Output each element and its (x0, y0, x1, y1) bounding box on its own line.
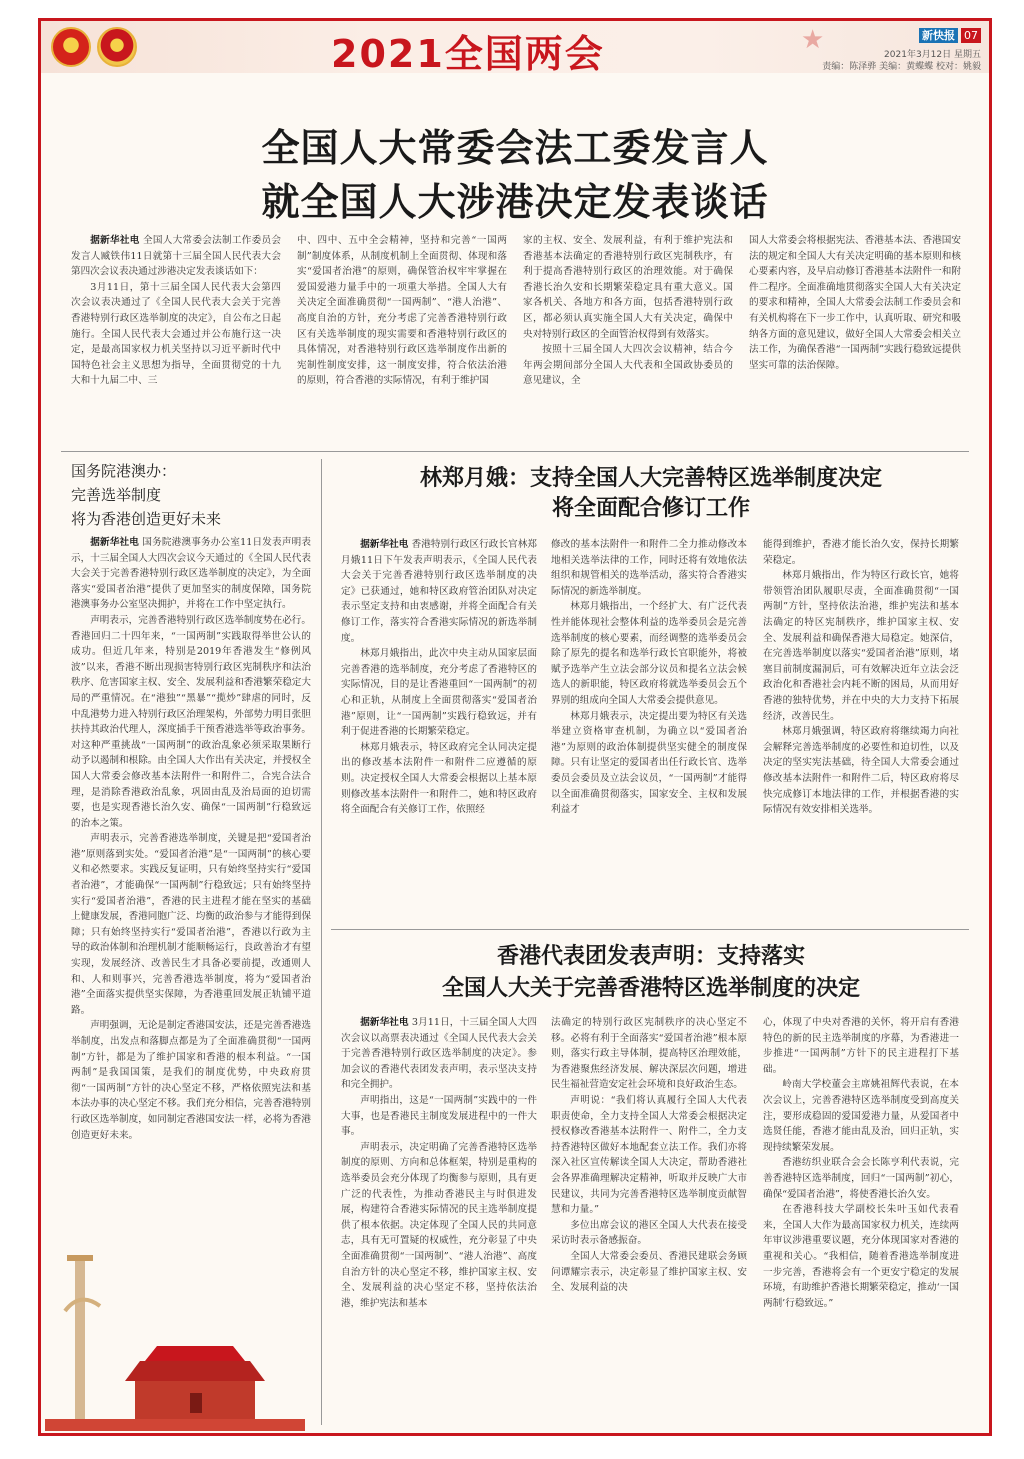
editor-credits: 责编：陈泽骅 美编：黄蝶蝶 校对：姚毅 (822, 62, 981, 72)
article3-column-3: 能得到维护，香港才能长治久安，保持长期繁荣稳定。 林郑月娥指出，作为特区行政长官，她将带领管治团队履职尽责，全面准确贯彻“一国两制”方针，坚持依法治港，维护宪法和基本法确定的特区宪制秩序，维护国家主权、安全、发展利益和确保香港大局稳定。她深信，在完善选举制度以落实“爱国者治港”原则，堵塞目前制度漏洞后，可有效解决近年立法会泛政治化和香港社会内耗不断的困局，从而用好香港的独特优势，并在中央的大力支持下拓展经济，改善民生。 林郑月娥强调，特区政府将继续竭力向社会解释完善选举制度的必要性和迫切性，以及决定的坚实宪法基础，待全国人大常委会通过修改基本法附件一和附件二后，特区政府将尽快完成修订本地法律的工作，并根据香港的实际情况有效安排相关选举。 (763, 539, 959, 816)
header-banner (41, 21, 989, 76)
divider (331, 929, 969, 930)
national-emblem-icon (51, 27, 91, 67)
headline-line-1: 林郑月娥：支持全国人大完善特区选举制度决定 (419, 465, 882, 491)
divider (61, 451, 969, 452)
page-number: 新快报 07 (919, 27, 981, 43)
headline-line-2: 就全国人大涉港决定发表谈话 (261, 179, 769, 224)
article3-column-2: 修改的基本法附件一和附件二全力推动修改本地相关选举法律的工作，同时还将有效地依法组织和规管相关的选举活动，落实符合香港实际情况的新选举制度。 林郑月娥指出，一个经扩大、有广泛代表性并能体现社会整体利益的选举委员会是完善选举制度的核心要素，而经调整的选举委员会除了原先的提名和选举行政长官职能外，将被赋予选举产生立法会部分议员和提名立法会候选人的新职能，特区政府将就选举委员会五个界别的组成向全国人大常委会提供意见。 林郑月娥表示，决定提出要为特区有关选举建立资格审查机制，为确立以“爱国者治港”为原则的政治体制提供坚实健全的制度保障。只有让坚定的爱国者出任行政长官、选举委员会委员及立法会议员，“一国两制”才能得以全面准确贯彻落实，国家安全、主权和发展利益才 (551, 539, 747, 816)
article1-column-2: 中、四中、五中全会精神，坚持和完善“一国两制”制度体系，从制度机制上全面贯彻、体现和落实“爱国者治港”的原则，确保管治权牢牢掌握在爱国爱港力量手中的一项重大举措。全国人大有关决定全面准确贯彻“一国两制”、“港人治港”、高度自治的方针，充分考虑了完善香港特别行政区有关选举制度的现实需要和香港特别行政区的具体情况，对香港特别行政区选举制度作出新的宪制性制度安排，这一制度安排，符合依法治港的原则，符合香港的实际情况，有利于维护国 (297, 235, 507, 387)
banner-title: 2021全国两会 (331, 32, 605, 76)
dateline: 据新华社电 (90, 235, 140, 246)
headline-line-1: 全国人大常委会法工委发言人 (261, 125, 769, 170)
article3-column-1: 据新华社电 香港特别行政区行政长官林郑月娥11日下午发表声明表示，《全国人民代表大会关于完善香港特别行政区选举制度的决定》已获通过，她和特区政府管治团队对决定表示坚定支持和由衷感谢，并将全面配合有关修订工作，落实符合香港实际情况的新选举制度。 林郑月娥指出，此次中央主动从国家层面完善香港的选举制度，充分考虑了香港特区的实际情况，目的是让香港重回“一国两制”的初心和正轨，从制度上全面贯彻落实“爱国者治港”原则，让“一国两制”实践行稳致远，并有利于促进香港的长期繁荣稳定。 林郑月娥表示，特区政府完全认同决定提出的修改基本法附件一和附件二应遵循的原则。决定授权全国人大常委会根据以上基本原则修改基本法附件一和附件二，她和特区政府将全面配合有关修订工作，依照经 (341, 539, 537, 816)
article4-column-2: 法确定的特别行政区宪制秩序的决心坚定不移。必将有利于全面落实“爱国者治港”根本原则，落实行政主导体制，提高特区治理效能，为香港聚焦经济发展、解决深层次问题，增进民生福祉营造安定社会环境和良好政治生态。 声明说：“我们将认真履行全国人大代表职责使命，全力支持全国人大常委会根据决定授权修改香港基本法附件一、附件二，全力支持香港特区做好本地配套立法工作。我们亦将深入社区宣传解读全国人大决定，帮助香港社会各界准确理解决定精神，听取并反映广大市民建议，共同为完善香港特区选举制度贡献智慧和力量。” 多位出席会议的港区全国人大代表在接受采访时表示备感振奋。 全国人大常委会委员、香港民建联会务顾问谭耀宗表示，决定彰显了维护国家主权、安全、发展利益的决 (551, 1017, 747, 1294)
headline-line-2: 将全面配合修订工作 (551, 495, 750, 521)
headline-line-1: 香港代表团发表声明：支持落实 (496, 943, 805, 969)
article1-column-3: 家的主权、安全、发展利益，有利于维护宪法和香港基本法确定的香港特别行政区宪制秩序，有利于提高香港特别行政区的治理效能。对于确保香港长治久安和长期繁荣稳定具有重大意义。国家各机关、各地方和各方面，包括香港特别行政区，都必须认真实施全国人大有关决定，确保中央对特别行政区的全面管治权得到有效落实。 按照十三届全国人大四次会议精神，结合今年两会期间部分全国人大代表和全国政协委员的意见建议，全 (523, 235, 733, 387)
star-icon: ★ (801, 25, 825, 55)
brand-logo: 新快报 (919, 28, 958, 43)
issue-date: 2021年3月12日 星期五 (884, 50, 981, 60)
headline-line-2: 全国人大关于完善香港特区选举制度的决定 (441, 975, 860, 1001)
tiananmen-decoration-icon (45, 1231, 305, 1431)
article4-column-1: 据新华社电 3月11日，十三届全国人大四次会议以高票表决通过《全国人民代表大会关于完善香港特别行政区选举制度的决定》。参加会议的香港代表团发表声明，表示坚决支持和完全拥护。 声明指出，这是“一国两制”实践中的一件大事，也是香港民主制度发展进程中的一件大事。 声明表示，决定明确了完善香港特区选举制度的原则、方向和总体框架，特别是重构的选举委员会充分体现了均衡参与原则，具有更广泛的代表性，为推动香港民主与时俱进发展，构建符合香港实际情况的民主选举制度提供了根本依据。决定体现了全国人民的共同意志，具有无可置疑的权威性，充分彰显了中央全面准确贯彻“一国两制”、“港人治港”、高度自治方针的决心坚定不移，维护国家主权、安全、发展利益的决心坚定不移，坚持依法治港，维护宪法和基本 (341, 1017, 537, 1309)
divider (321, 459, 322, 1425)
article1-column-4: 国人大常委会将根据宪法、香港基本法、香港国安法的规定和全国人大有关决定明确的基本原则和核心要素内容，及早启动修订香港基本法附件一和附件二程序。全面准确地贯彻落实全国人大有关决定的要求和精神，全国人大常委会法制工作委员会和有关机构将在下一步工作中，认真听取、研究和吸纳各方面的意见建议，做好全国人大常委会相关立法工作，为确保香港“一国两制”实践行稳致远提供坚实可靠的法治保障。 (749, 235, 961, 371)
cppcc-emblem-icon (97, 27, 137, 67)
sidebar-headline: 国务院港澳办： 完善选举制度 将为香港创造更好未来 (71, 462, 222, 528)
article1-column-1: 据新华社电 全国人大常委会法制工作委员会发言人臧铁伟11日就第十三届全国人民代表大会第四次会议表决通过涉港决定发表谈话如下： 3月11日，第十三届全国人民代表大会第四次会议表决通过了《全国人民代表大会关于完善香港特别行政区选举制度的决定》，自公布之日起施行。全国人民代表大会通过并公布施行这一决定，是最高国家权力机关坚持以习近平新时代中国特色社会主义思想为指导，全面贯彻党的十九大和十九届二中、三 (71, 235, 281, 387)
article2-body: 据新华社电 国务院港澳事务办公室11日发表声明表示，十三届全国人大四次会议今天通过的《全国人民代表大会关于完善香港特别行政区选举制度的决定》，为全面落实“爱国者治港”提供了更加坚实的制度保障，国务院港澳事务办公室坚决拥护，并将在工作中坚定执行。 声明表示，完善香港特别行政区选举制度势在必行。香港回归二十四年来，“一国两制”实践取得举世公认的成功。但近几年来，特别是2019年香港发生“修例风波”以来，香港不断出现损害特别行政区宪制秩序和法治秩序、危害国家主权、安全、发展利益和香港繁荣稳定大局的严重情况。在“港独”“黑暴”“揽炒”肆虐的同时，反中乱港势力进入特别行政区治理架构，外部势力明目张胆扶持其政治代理人，深度插手干预香港选举等政治事务。对这种严重挑战“一国两制”的政治乱象必须采取果断行动予以遏制和根除。由全国人大作出有关决定，并授权全国人大常委会修改基本法附件一和附件二，合宪合法合理，是消除香港政治乱象，巩固由乱及治局面的迫切需要，也是实现香港长治久安、确保“一国两制”行稳致远的治本之策。 声明表示，完善香港选举制度，关键是把“爱国者治港”原则落到实处。“爱国者治港”是“一国两制”的核心要义和必然要求。实践反复证明，只有始终坚持实行“爱国者治港”，才能确保“一国两制”行稳致远；只有始终坚持实行“爱国者治港”，香港的民主进程才能在坚实的基础上健康发展，香港同胞广泛、均衡的政治参与才能得到保障；只有始终坚持实行“爱国者治港”，香港以行政为主导的政治体制和治理机制才能顺畅运行，良政善治才有望实现，发展经济、改善民生才具备必要前提，改通则人和、人和则事兴，完善香港选举制度，将为“爱国者治港”全面落实提供坚实保障，为香港重回发展正轨铺平道路。 声明强调，无论是制定香港国安法，还是完善香港选举制度，出发点和落脚点都是为了全面准确贯彻“一国两制”方针，都是为了维护国家和香港的根本利益。“一国两制”是我国国策，是我们的制度优势，中央政府贯彻“一国两制”方针的决心坚定不移，严格依照宪法和基本法办事的决心坚定不移。我们充分相信，完善香港特别行政区选举制度，如同制定香港国安法一样，必将为香港创造更好未来。 (71, 537, 311, 1141)
newspaper-page (38, 18, 992, 1436)
article4-column-3: 心，体现了中央对香港的关怀，将开启有香港特色的新的民主选举制度的序幕，为香港进一步推进“一国两制”方针下的民主进程打下基础。 岭南大学校董会主席姚祖辉代表说，在本次会议上，完善香港特区选举制度受到高度关注，要形成稳固的爱国爱港力量，从爱国者中选贤任能，香港才能由乱及治，回归正轨，实现持续繁荣发展。 香港纺织业联合会会长陈亨利代表说，完善香港特区选举制度，回归“一国两制”初心，确保“爱国者治港”，将使香港长治久安。 在香港科技大学副校长朱叶玉如代表看来，全国人大作为最高国家权力机关，连续两年审议涉港重要议题，充分体现国家对香港的重视和关心。“我相信，随着香港选举制度进一步完善，香港将会有一个更安宁稳定的发展环境，有助维护香港长期繁荣稳定，推动‘一国两制’行稳致远。” (763, 1017, 959, 1309)
